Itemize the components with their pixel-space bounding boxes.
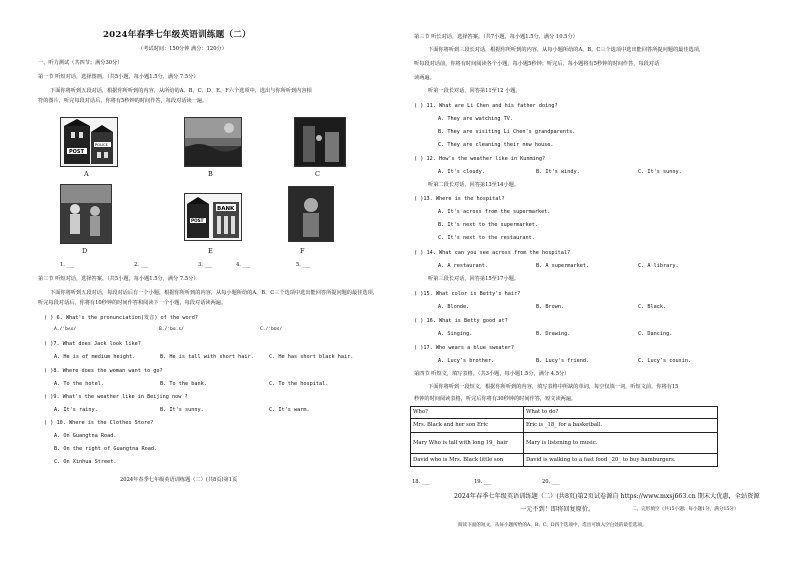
question-13: ( )13. Where is the hospital?: [414, 196, 505, 202]
table-cell: Mary is listening to music.: [524, 433, 718, 454]
picture-f-portrait: [288, 186, 334, 242]
q16-option-c[interactable]: C. Dancing.: [638, 331, 673, 337]
table-row: [411, 454, 718, 467]
q6-option-c[interactable]: C./ˈbʊs/: [260, 327, 283, 332]
question-16: ( ) 16. What is Betty good at?: [414, 318, 508, 324]
question-14: ( ) 14. What can you see across from the hospital?: [414, 250, 571, 256]
picture-label-e: E: [208, 247, 213, 255]
q15-option-a[interactable]: A. Blonde.: [438, 304, 470, 310]
bank-sign: BANK: [217, 206, 235, 212]
picture-a-post-police: [60, 117, 118, 167]
q16-option-a[interactable]: A. Singing.: [438, 331, 473, 337]
q11-option-c[interactable]: C. They are cleaning their new house.: [438, 142, 554, 148]
q6-option-b[interactable]: B./ˈbɑːs/: [159, 327, 184, 332]
sec3-instructions-2: 听每段对话前，你将有时间阅读各个小题，每小题5秒钟；听完后，每小题将有5秒钟的时间作答，每段对话: [414, 61, 660, 67]
q7-option-b[interactable]: B. He is tall with short hair.: [160, 354, 254, 360]
q14-option-a[interactable]: A. A restaurant.: [438, 263, 488, 269]
answer-blank-3[interactable]: 3. ___: [198, 262, 213, 268]
q8-option-b[interactable]: B. To the bank.: [160, 381, 207, 387]
police-sign: POLICE: [95, 143, 108, 147]
answer-blank-19[interactable]: 19. ___: [474, 479, 492, 485]
q7-option-c[interactable]: C. He has short black hair.: [269, 354, 354, 360]
sec3-instructions: 下面你将听到三段长对话，根据你所听到的内容，从每小题所给的A、B、C三个选项中选出能回答所提问题的最佳选项，: [428, 47, 705, 53]
q10-option-a[interactable]: A. On Guangtna Road.: [54, 433, 117, 439]
answer-blank-18[interactable]: 18. ___: [412, 479, 430, 485]
q14-option-c[interactable]: C. A library.: [638, 263, 679, 269]
bank-icon: [185, 194, 241, 240]
table-cell: David is walking to a fast food _20_ to buy hamburgers.: [524, 454, 718, 467]
picture-label-b: B: [208, 170, 213, 178]
question-7: ( )7. What does Jack look like?: [44, 341, 141, 347]
conversation-1-note: 听第一段长对话，回答第11至12 小题。: [428, 88, 521, 94]
q16-option-b[interactable]: B. Drawing.: [536, 331, 571, 337]
sec1-instructions-2: 符的图片，听完每段对话后，你将有5秒钟的时间作答，每段对话读一遍。: [38, 98, 208, 104]
part2-heading: 二、完形填空（共15小题；每小题1分，满分15分）: [632, 507, 739, 512]
answer-blank-4[interactable]: 4. ___: [236, 262, 251, 268]
table-row: [411, 419, 718, 433]
table-row: [411, 407, 718, 419]
question-10: ( ) 10. Where is the Clothes Store?: [44, 420, 154, 426]
q9-option-b[interactable]: B. It's sunny.: [160, 407, 204, 413]
table-cell: Who?: [411, 407, 524, 419]
q11-option-b[interactable]: B. They are visiting Li Chen's grandparents.: [438, 129, 576, 135]
sec4-instructions-2: 秒钟的时间阅读表格，听完后你将有30秒钟的时间作答，短文读两遍。: [414, 396, 577, 402]
q17-option-b[interactable]: B. Lucy's friend.: [536, 358, 590, 364]
q17-option-a[interactable]: A. Lucy's brother.: [438, 358, 495, 364]
sec1-heading: 第一节 听短对话，选择图画。（共5小题，每小题1.5分，满分 7.5分）: [38, 74, 199, 80]
picture-d-crowd: [60, 184, 112, 244]
sec2-heading: 第二节 听短对话，选择答案。（共5小题，每小题1.5分，满分 7.5分）: [38, 276, 199, 282]
fill-in-table: [410, 406, 718, 467]
q13-option-b[interactable]: B. It's next to the supermarket.: [438, 222, 538, 228]
question-17: ( )17. Who wears a blue sweater?: [414, 345, 514, 351]
q12-option-c[interactable]: C. It's sunny.: [638, 169, 682, 175]
picture-label-a: A: [84, 170, 89, 178]
picture-b-storm: [184, 117, 242, 167]
sec1-instructions: 下面你将听到五段对话，根据你所听到的内容，从所给的A、B、C、D、E、F六个选项中，选出与你所听到内容相: [50, 88, 312, 94]
table-cell: David who is Mrs. Black little son: [411, 454, 524, 467]
sec4-heading: 第四节 听短文，填写表格。（共3小题，每小题1.5分，满分 4.5分）: [414, 371, 570, 377]
table-cell: What to do?: [524, 407, 718, 419]
q9-option-c[interactable]: C. It's warm.: [269, 407, 310, 413]
conversation-2-note: 听第二段长对话，回答第13至14小题。: [428, 182, 520, 188]
people-photo-icon: [61, 185, 111, 243]
question-15: ( )15. What color is Betty's hair?: [414, 291, 521, 297]
question-6: ( ) 6. What's the pronunciation(发音) of the word?: [44, 315, 199, 321]
q17-option-c[interactable]: C. Lucy's cousin.: [638, 358, 692, 364]
picture-label-c: C: [315, 170, 320, 178]
sec4-instructions: 下面你将听到一段短文，根据你所听到的内容，填写表格中所缺的单词，每空仅填一词，听短文前，你将有15: [428, 384, 679, 390]
q13-option-a[interactable]: A. It's across from the supermarket.: [438, 209, 551, 215]
question-11: ( ) 11. What are Li Chen and his father doing?: [414, 103, 558, 109]
post-sign: POST: [69, 149, 84, 155]
street-photo-icon: [295, 118, 345, 166]
conversation-3-note: 听第三段长对话，回答第15至17小题。: [428, 276, 520, 282]
left-page-footer: 2024年春季七年级英语训练题（二）(共8页)第1页: [120, 477, 238, 483]
sec3-instructions-3: 读两遍。: [414, 75, 435, 81]
q9-option-a[interactable]: A. It's rainy.: [54, 407, 98, 413]
answer-blank-1[interactable]: 1. ___: [60, 262, 75, 268]
q8-option-a[interactable]: A. To the hotel.: [54, 381, 104, 387]
table-row: [411, 433, 718, 454]
right-page-footer: 2024年春季七年级英语训练题（二）(共8页)第2页试卷源自 https://www.mxsj663.cn 期末大优惠，全站资源: [454, 493, 760, 500]
q13-option-c[interactable]: C. It's next to the restaurant.: [438, 235, 535, 241]
post-sign-e: POST: [191, 218, 204, 223]
question-12: ( ) 12. How's the weather like in Kunming?: [414, 156, 546, 162]
q12-option-b[interactable]: B. It's windy.: [536, 169, 580, 175]
sec2-instructions: 下面你将听到五段对话，每段对话后有一个小题，根据你所听到的内容，从每小题所给的A、B、C三个选项中选出能回答所提问题的最佳选项，: [50, 290, 378, 296]
table-cell: Eric is _18_ for a basketball.: [524, 419, 718, 433]
q6-option-a[interactable]: A./ˈbʌs/: [54, 327, 77, 332]
table-cell: Mrs. Black and her son Eric: [411, 419, 524, 433]
q15-option-c[interactable]: C. Black.: [638, 304, 667, 310]
q7-option-a[interactable]: A. He is of medium height.: [54, 354, 136, 360]
answer-blank-5[interactable]: 5. ___: [296, 262, 311, 268]
q12-option-a[interactable]: A. It's cloudy.: [438, 169, 485, 175]
part1-heading: 一、听力测试（共四节；满分30分）: [38, 60, 123, 66]
portrait-photo-icon: [289, 187, 333, 241]
picture-e-bank: [184, 193, 242, 241]
picture-c-rainy-street: [294, 117, 346, 167]
picture-label-f: F: [300, 247, 305, 255]
right-page: [402, 0, 760, 561]
part2-instructions: 阅读下面的短文，从每小题所给的A、B、C、D四个选项中，选出可填入空白处的最佳选项。: [458, 523, 647, 528]
question-8: ( )8. Where does the woman want to go?: [44, 368, 163, 374]
question-9: ( )9. What's the weather like in Beijing now ?: [44, 394, 188, 400]
q11-option-a[interactable]: A. They are watching TV.: [438, 116, 513, 122]
q8-option-c[interactable]: C. To the hospital.: [269, 381, 329, 387]
exam-info: （考试时间：150分钟 满分：120分）: [138, 46, 227, 52]
weather-photo-icon: [185, 118, 241, 166]
answer-blank-2[interactable]: 2. ___: [134, 262, 149, 268]
answer-blank-20[interactable]: 20. ___: [542, 479, 560, 485]
table-cell: Mary Who is tall with long 19_ hair: [411, 433, 524, 454]
left-page: [38, 0, 383, 561]
sec2-instructions-2: 听完每段对话后，你将有10秒钟的时间作答和阅读下一个小题，每段对话读两遍。: [38, 300, 227, 306]
q10-option-b[interactable]: B. On the right of Guangtna Road.: [54, 446, 158, 452]
sec3-heading: 第三节 听长对话，选择答案。（共7小题，每小题1.5分，满分 10.5分）: [414, 34, 578, 40]
exam-title: 2024年春季七年级英语训练题（二）: [103, 30, 251, 40]
q10-option-c[interactable]: C. On Xinhua Street.: [54, 459, 117, 465]
picture-label-d: D: [82, 247, 88, 255]
right-page-footer-2: 一元不到！即将回复原价。: [520, 506, 595, 513]
post-office-icon: [61, 118, 117, 166]
q15-option-b[interactable]: B. Brown.: [536, 304, 565, 310]
q14-option-b[interactable]: B. A supermarket.: [536, 263, 590, 269]
